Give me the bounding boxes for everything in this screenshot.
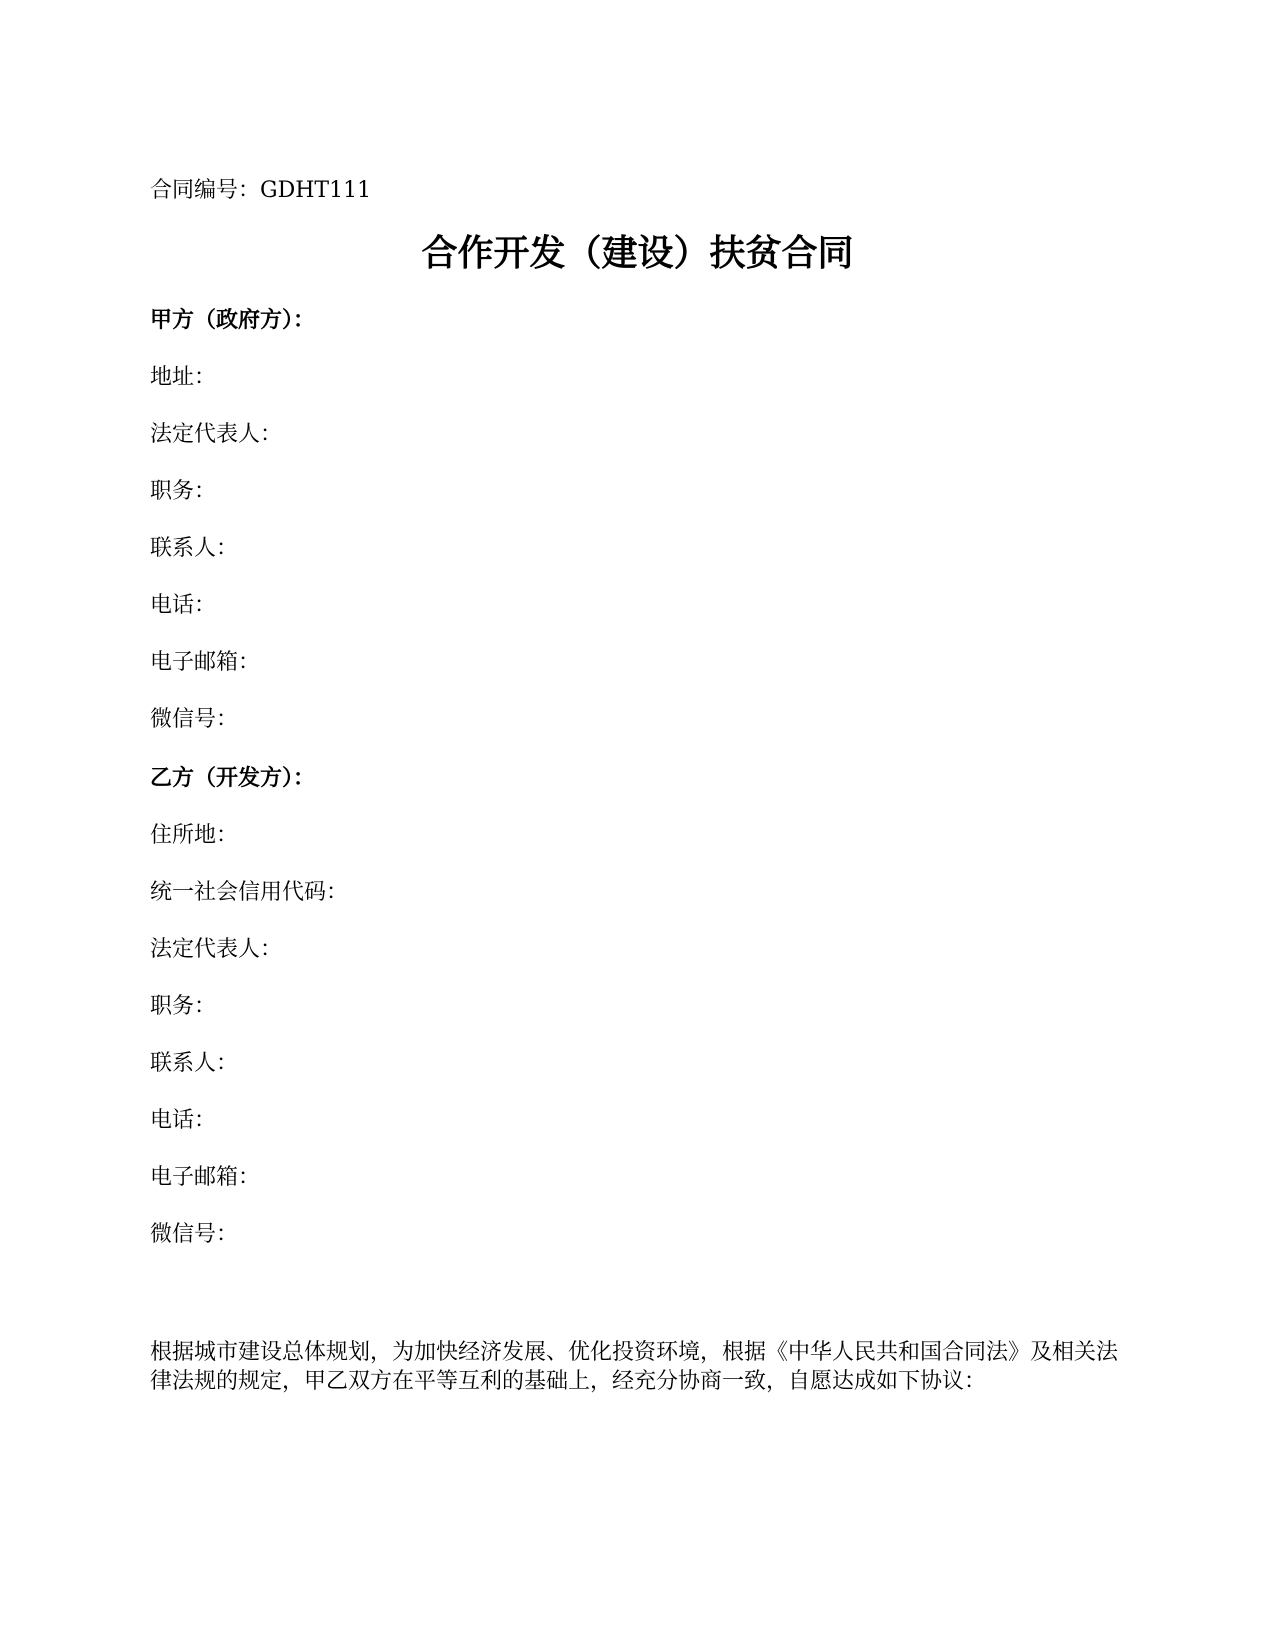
party-b-credit-code-field: 统一社会信用代码： bbox=[150, 880, 349, 905]
party-b-heading: 乙方（开发方）： bbox=[150, 766, 316, 791]
document-title: 合作开发（建设）扶贫合同 bbox=[421, 233, 854, 274]
party-a-legal-representative-field: 法定代表人： bbox=[150, 422, 283, 447]
party-b-email-field: 电子邮箱： bbox=[150, 1165, 261, 1190]
party-a-section bbox=[150, 306, 315, 762]
preamble-paragraph: 根据城市建设总体规划，为加快经济发展、优化投资环境，根据《中华人民共和国合同法》及相关法律法规的规定，甲乙双方在平等互利的基础上，经充分协商一致，自愿达成如下协议： bbox=[150, 1340, 1119, 1394]
party-b-contact-person-field: 联系人： bbox=[150, 1051, 239, 1076]
party-b-legal-representative-field: 法定代表人： bbox=[150, 937, 283, 962]
party-b-wechat-field: 微信号： bbox=[150, 1222, 239, 1247]
contract-number: 合同编号：GDHT111 bbox=[150, 178, 372, 203]
party-b-position-field: 职务： bbox=[150, 994, 217, 1019]
party-a-heading: 甲方（政府方）： bbox=[150, 308, 316, 333]
party-a-phone-field: 电话： bbox=[150, 593, 217, 618]
party-b-phone-field: 电话： bbox=[150, 1108, 217, 1133]
party-a-email-field: 电子邮箱： bbox=[150, 650, 261, 675]
party-a-wechat-field: 微信号： bbox=[150, 707, 239, 732]
party-a-position-field: 职务： bbox=[150, 479, 217, 504]
party-a-contact-person-field: 联系人： bbox=[150, 536, 239, 561]
party-a-address-field: 地址： bbox=[150, 365, 217, 390]
party-b-domicile-field: 住所地： bbox=[150, 823, 239, 848]
party-b-section bbox=[150, 764, 348, 1277]
